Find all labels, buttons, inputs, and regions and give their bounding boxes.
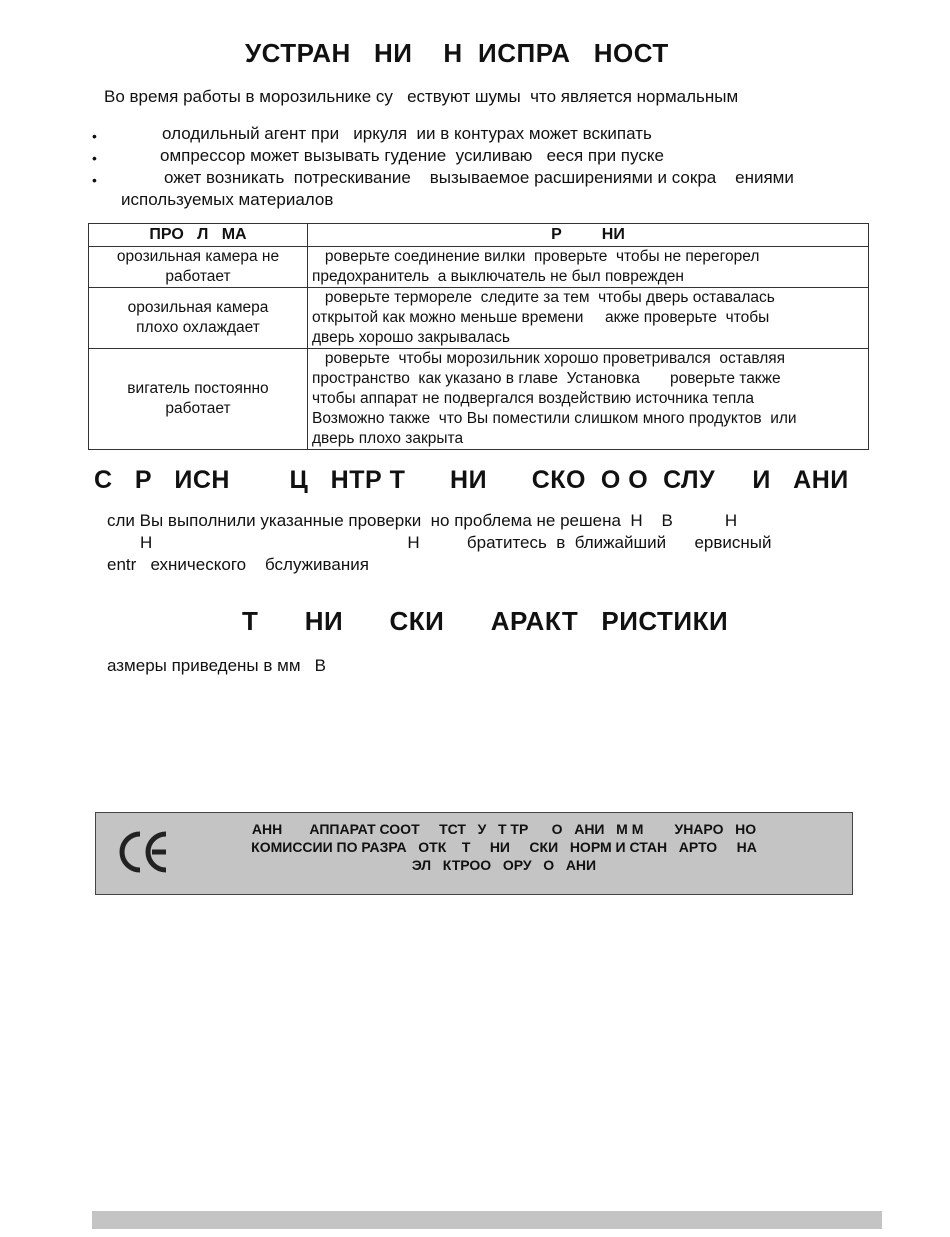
troubleshooting-table (88, 223, 869, 450)
ce-notice-text (216, 820, 792, 874)
solution-line: дверь хорошо закрывалась (312, 329, 510, 346)
solution-line: пространство как указано в главе Установка роверьте также (312, 370, 781, 387)
solution-line: роверьте соединение вилки проверьте чтобы не перегорел (312, 248, 760, 265)
list-item (92, 145, 892, 167)
column-header-solution: Р НИ (308, 224, 869, 247)
problem-line: орозильная камера не (116, 248, 280, 265)
intro-text: Во время работы в морозильнике су ествуют шумы что является нормальным (104, 87, 739, 106)
problem-line: вигатель постоянно (127, 380, 269, 397)
bullet-continuation-text: используемых материалов (121, 190, 334, 209)
table-header-row (89, 224, 869, 247)
list-item (92, 123, 892, 145)
problem-line: плохо охлаждает (136, 319, 260, 336)
section-title-specifications: Т НИ СКИ АРАКТ РИСТИКИ (242, 606, 729, 636)
table-row (89, 288, 869, 349)
problem-cell (89, 247, 308, 288)
problem-line: работает (165, 400, 231, 417)
bullet-text: ожет возникать потрескивание вызываемое расширениями и сокра ениями (164, 168, 794, 187)
ce-notice-line: ЭЛ КТРОО ОРУ О АНИ (411, 857, 597, 873)
section-title-service: С Р ИСН Ц НТР Т НИ СКО О О СЛУ И АНИ (94, 466, 849, 494)
solution-line: роверьте термореле следите за тем чтобы дверь оставалась (312, 289, 775, 306)
problem-line: работает (165, 268, 231, 285)
problem-line: орозильная камера (127, 299, 269, 316)
table-row (89, 247, 869, 288)
list-item-continuation (92, 189, 892, 211)
bullet-list (92, 123, 892, 211)
bullet-icon: • (92, 172, 97, 188)
solution-cell (308, 349, 869, 450)
footer-bar (92, 1211, 882, 1229)
dimensions-note: азмеры приведены в мм В (107, 656, 327, 675)
bullet-icon: • (92, 150, 97, 166)
paragraph-line: сли Вы выполнили указанные проверки но проблема не решена Н В Н (107, 511, 738, 530)
ce-notice-box (95, 812, 853, 895)
service-paragraph (107, 510, 772, 576)
list-item (92, 167, 892, 189)
solution-line: роверьте чтобы морозильник хорошо проветривался оставляя (312, 350, 786, 367)
problem-cell (89, 349, 308, 450)
ce-notice-line: КОМИССИИ ПО РАЗРА ОТК Т НИ СКИ НОРМ И СТАН АРТО НА (251, 839, 757, 855)
bullet-text: омпрессор может вызывать гудение усиливаю ееся при пуске (160, 146, 664, 165)
section-title-troubleshooting: УСТРАН НИ Н ИСПРА НОСТ (245, 38, 669, 68)
ce-logo (116, 829, 172, 875)
solution-line: Возможно также что Вы поместили слишком много продуктов или (312, 410, 797, 427)
paragraph-line: Н Н братитесь в ближайший ервисный (107, 533, 772, 552)
solution-line: открытой как можно меньше времени акже проверьте чтобы (312, 309, 770, 326)
solution-cell (308, 247, 869, 288)
column-header-problem: ПРО Л МА (89, 224, 308, 247)
paragraph-line: entr ехнического бслуживания (107, 555, 369, 574)
solution-line: дверь плохо закрыта (312, 430, 464, 447)
ce-notice-line: АНН АППАРАТ СООТ ТСТ У Т ТР О АНИ М М УНАРО НО (251, 821, 757, 837)
solution-line: чтобы аппарат не подвергался воздействию источника тепла (312, 390, 755, 407)
table-row (89, 349, 869, 450)
problem-cell (89, 288, 308, 349)
bullet-icon: • (92, 128, 97, 144)
solution-cell (308, 288, 869, 349)
bullet-text: олодильный агент при иркуля ии в контурах может вскипать (162, 124, 652, 143)
solution-line: предохранитель а выключатель не был поврежден (312, 268, 684, 285)
